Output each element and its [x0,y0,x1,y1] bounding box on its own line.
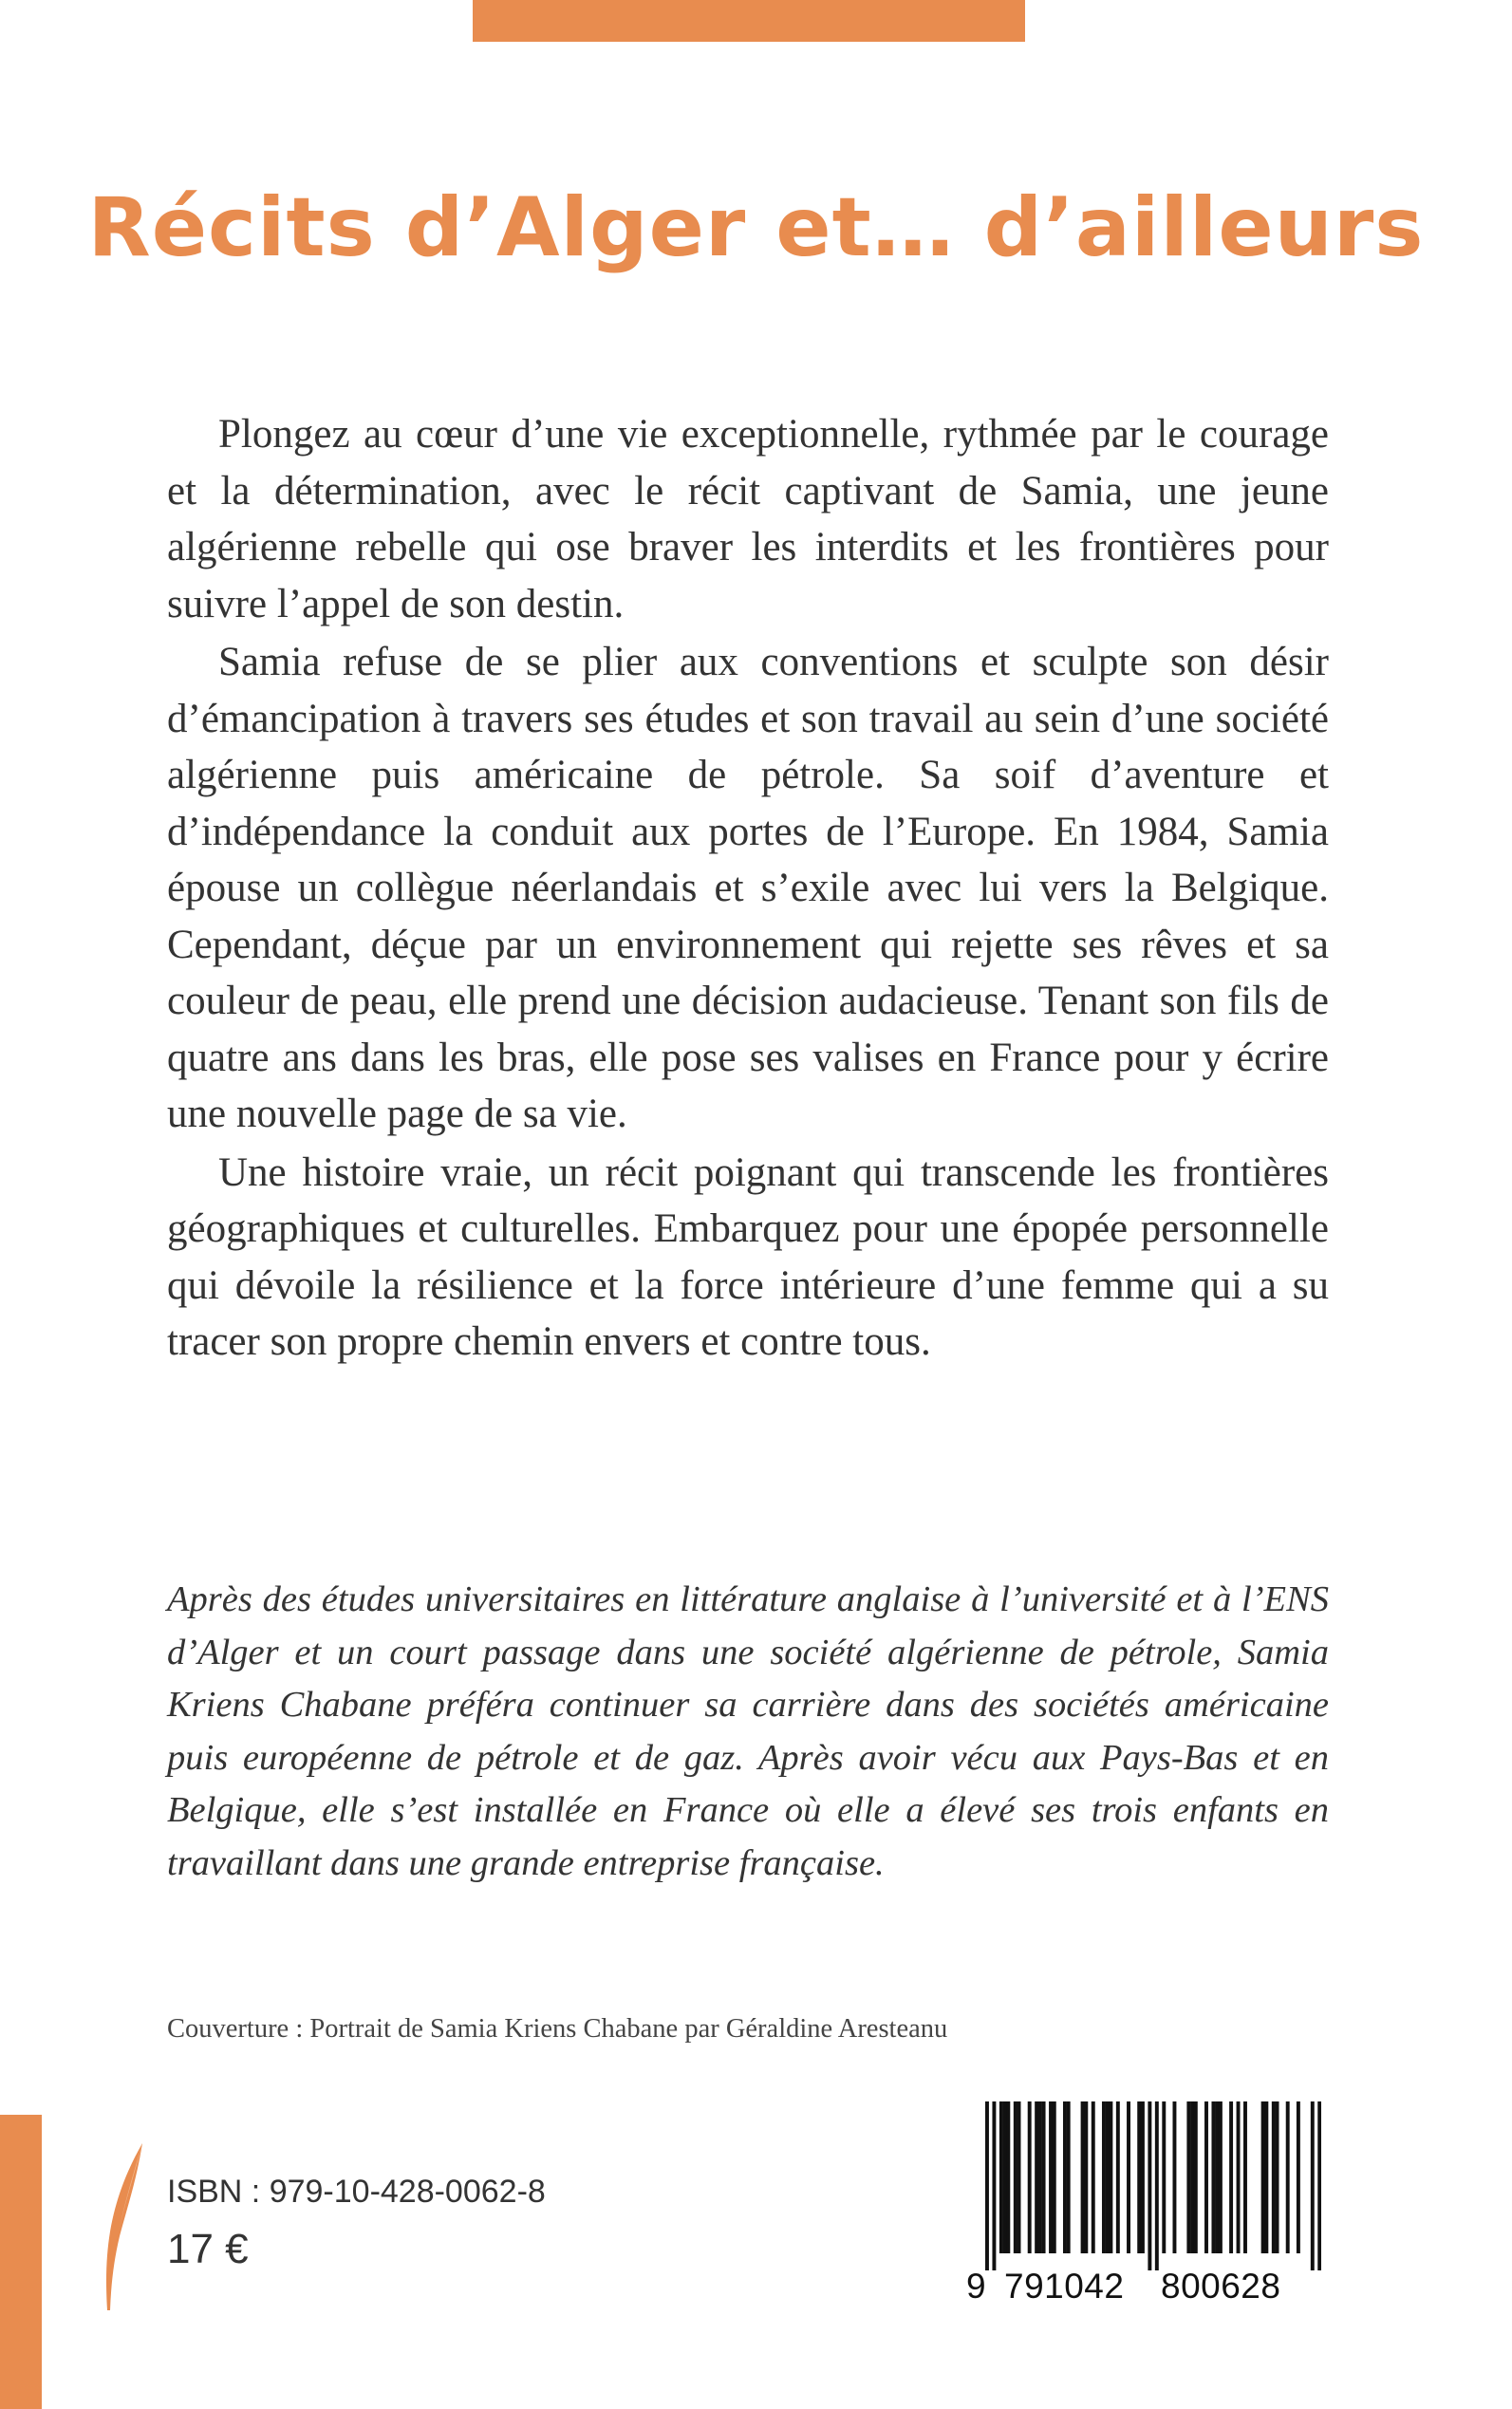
blurb-paragraph: Une histoire vraie, un récit poignant qui transcende les frontières géographiques et culturelles. Embarquez pour une épopée personnelle qui dévoile la résilience et la force intérieure d’une femme qui a su tracer son propre chemin envers et contre tous. [167,1149,1329,1364]
back-cover-blurb [167,406,1329,1373]
barcode-bar [1092,2101,1095,2253]
barcode-bar [1038,2101,1042,2253]
barcode-bar [1190,2101,1194,2253]
cover-credit: Couverture : Portrait de Samia Kriens Chabane par Géraldine Aresteanu [167,2014,948,2044]
barcode-bar [1272,2101,1276,2253]
book-title: Récits d’Alger et… d’ailleurs [87,180,1425,275]
barcode-bar [1067,2101,1071,2253]
barcode-bar [1141,2101,1145,2253]
barcode-bar [1102,2101,1106,2253]
barcode-bar [1204,2101,1208,2253]
barcode-bar [1063,2101,1067,2253]
barcode-bar [1006,2101,1010,2253]
barcode-bar [1162,2101,1166,2253]
barcode-bar [1311,2101,1315,2270]
barcode [966,2101,1321,2305]
blurb-paragraph: Plongez au cœur d’une vie exceptionnelle, rythmée par le courage et la détermination, avec le récit captivant de Samia, une jeune algérienne rebelle qui ose braver les interdits et les frontières pour suivre l’appel de son destin. [167,412,1329,626]
barcode-bars [985,2101,1321,2270]
barcode-bar [1194,2101,1198,2253]
barcode-bar [1137,2101,1141,2253]
feather-icon [99,2141,146,2312]
barcode-bar [1264,2101,1268,2253]
barcode-right-digits: 800628 [1161,2267,1281,2306]
top-accent-band [473,0,1025,42]
barcode-bar [1211,2101,1215,2253]
author-bio: Après des études universitaires en littérature anglaise à l’université et à l’ENS d’Alger et un court passage dans une société algérienne de pétrole, Samia Kriens Chabane préféra continuer sa carrière dans des sociétés américaine puis européenne de pétrole et de gaz. Après avoir vécu aux Pays-Bas et en Belgique, elle s’est installée en France où elle a élevé ses trois enfants en travaillant dans une grande entreprise française. [167,1579,1329,1883]
price-label: 17 € [167,2226,249,2272]
barcode-bar [1003,2101,1007,2253]
barcode-bar [1049,2101,1053,2253]
barcode-bar [1186,2101,1190,2253]
barcode-bar [1014,2101,1017,2253]
barcode-bar [1276,2101,1279,2253]
barcode-bar [1116,2101,1120,2253]
barcode-bar [1053,2101,1056,2253]
barcode-bar [1172,2101,1176,2253]
barcode-bar [1229,2101,1233,2253]
barcode-bar [1297,2101,1300,2253]
barcode-bar [1109,2101,1112,2253]
barcode-bar [1084,2101,1088,2253]
barcode-bar [1317,2101,1321,2270]
barcode-bar [1042,2101,1046,2253]
barcode-bar [1155,2101,1159,2270]
isbn-label: ISBN : 979-10-428-0062-8 [167,2174,546,2210]
barcode-bar [1081,2101,1085,2253]
barcode-bar [1243,2101,1247,2253]
barcode-bar [1106,2101,1110,2253]
barcode-bar [1035,2101,1038,2253]
barcode-bar [999,2101,1003,2253]
barcode-first-digit: 9 [966,2267,987,2306]
barcode-bar [1286,2101,1290,2253]
barcode-bar [1127,2101,1130,2253]
barcode-bar [1261,2101,1265,2253]
blurb-paragraph: Samia refuse de se plier aux conventions et sculpte son désir d’émancipation à travers ses études et son travail au sein d’une société algérienne puis américaine de pétrole. Sa soif d’aventure et d’indépendance la conduit aux portes de l’Europe. En 1984, Samia épouse un collègue néerlandais et s’exile avec lui vers la Belgique. Cependant, déçue par un environnement qui rejette ses rêves et sa couleur de peau, elle prend une décision audacieuse. Tenant son fils de quatre ans dans les bras, elle pose ses valises en France pour y écrire une nouvelle page de sa vie. [167,640,1329,1136]
barcode-bar [1017,2101,1021,2253]
barcode-bar [1237,2101,1241,2253]
barcode-bar [992,2101,996,2270]
barcode-bar [1215,2101,1219,2253]
barcode-bar [1219,2101,1223,2253]
barcode-left-digits: 791042 [1004,2267,1125,2306]
barcode-bar [1028,2101,1032,2253]
barcode-bar [985,2101,989,2270]
left-accent-band [0,2115,42,2409]
barcode-bar [1148,2101,1151,2270]
